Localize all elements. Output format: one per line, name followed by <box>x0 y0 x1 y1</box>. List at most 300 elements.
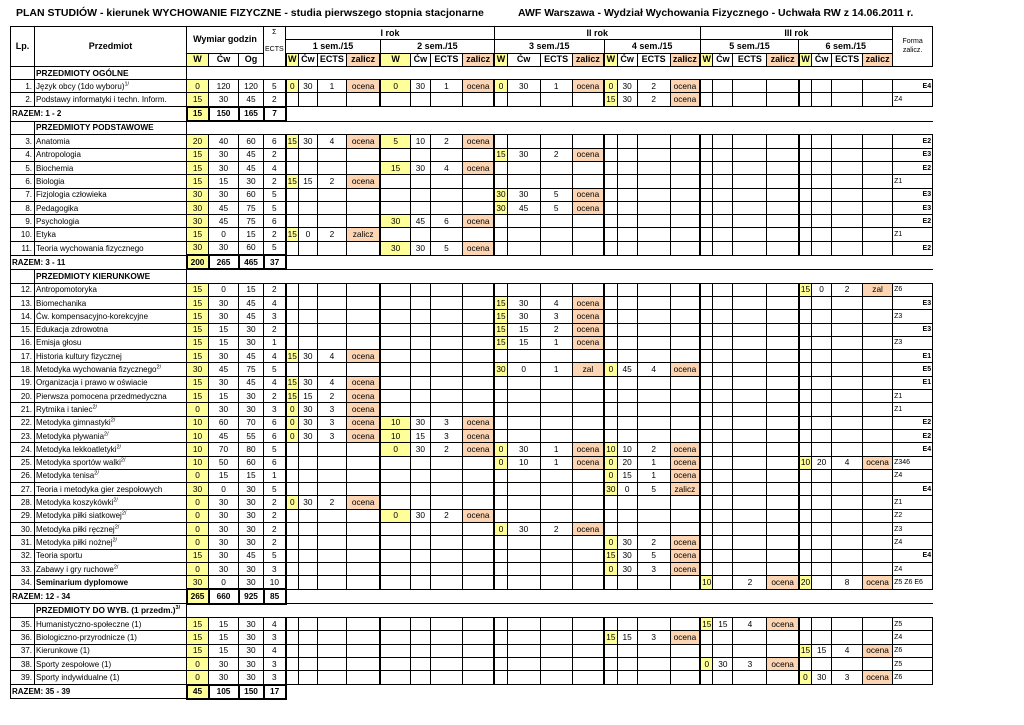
hours-w: 15 <box>187 161 209 174</box>
sem-cw <box>298 562 317 575</box>
sem-ects: 1 <box>540 363 572 376</box>
sem-w <box>380 469 410 482</box>
sem-w <box>380 496 410 509</box>
sem-ects <box>540 549 572 562</box>
sem-cw: 30 <box>507 522 540 535</box>
section-label: PRZEDMIOTY PODSTAWOWE <box>36 122 154 133</box>
sem-zalicz <box>670 215 700 228</box>
sem-ects <box>637 618 670 631</box>
hours-cw: 0 <box>209 483 239 496</box>
sem-ects <box>317 363 346 376</box>
sem-w <box>494 390 507 403</box>
sem-ects: 1 <box>317 80 346 93</box>
sem-ects <box>430 657 462 670</box>
row-number: 8. <box>11 201 35 214</box>
subject-label: Metodyka piłki nożnej <box>36 537 113 547</box>
total-cw: 105 <box>209 685 239 699</box>
subject-label: Antropologia <box>36 150 81 160</box>
sem-w: 30 <box>494 188 507 201</box>
sem-cw <box>617 350 637 363</box>
sem-cw: 30 <box>617 80 637 93</box>
sem-ects <box>733 443 767 456</box>
sem-cw <box>298 536 317 549</box>
sem-ects: 1 <box>540 456 572 469</box>
sem-cw <box>812 350 832 363</box>
forma-zaliczenia: E3 <box>893 148 933 161</box>
sem-cw: 15 <box>617 469 637 482</box>
sem-w <box>700 416 713 429</box>
sem-ects <box>540 469 572 482</box>
forma-zaliczenia: E3 <box>893 296 933 309</box>
sem-cw <box>713 215 733 228</box>
sem-ects <box>637 296 670 309</box>
sem-w <box>286 644 299 657</box>
hours-og: 15 <box>239 283 264 296</box>
sem-w: 0 <box>494 456 507 469</box>
sem-zalicz: ocena <box>863 671 893 685</box>
sem-cw <box>507 93 540 107</box>
sem-w <box>380 618 410 631</box>
section-title <box>35 604 187 618</box>
sem-zalicz <box>670 509 700 522</box>
sem-ects: 4 <box>317 350 346 363</box>
ects-total: 2 <box>264 175 286 188</box>
sem-cw: 15 <box>507 323 540 336</box>
sem-ects <box>430 336 462 349</box>
hours-cw: 30 <box>209 522 239 535</box>
sem-w: 0 <box>286 496 299 509</box>
sem-ects <box>540 671 572 685</box>
sem-ects: 2 <box>637 443 670 456</box>
sem-zalicz <box>572 135 604 148</box>
sem-w: 15 <box>286 135 299 148</box>
sem-zalicz <box>863 215 893 228</box>
total-filler <box>286 589 933 603</box>
table-row <box>11 416 933 429</box>
sem-cw <box>298 323 317 336</box>
sem-zalicz: ocena <box>572 80 604 93</box>
sem-cw <box>507 631 540 644</box>
sem-w <box>700 443 713 456</box>
subject-name <box>35 483 187 496</box>
sem-w: 15 <box>494 336 507 349</box>
sem-w <box>604 215 617 228</box>
row-number: 37. <box>11 644 35 657</box>
subject-label: Etyka <box>36 230 57 240</box>
sem-cw: 30 <box>410 443 430 456</box>
sem-zalicz <box>346 241 380 255</box>
sem-cw <box>812 469 832 482</box>
sem-zalicz <box>462 618 494 631</box>
hours-cw: 15 <box>209 644 239 657</box>
hours-cw: 30 <box>209 188 239 201</box>
sem-ects: 5 <box>540 201 572 214</box>
sem-w <box>799 376 812 389</box>
subject-label: Rytmika i taniec <box>36 404 93 414</box>
sem-ects <box>317 509 346 522</box>
table-row <box>11 201 933 214</box>
sem-ects <box>540 350 572 363</box>
sem-ects: 2 <box>317 496 346 509</box>
sem-ects <box>430 93 462 107</box>
sem-ects <box>832 618 863 631</box>
sem-zalicz <box>670 403 700 416</box>
plan-title: PLAN STUDIÓW - kierunek WYCHOWANIE FIZYCZNE - studia pierwszego stopnia stacjonarne <box>16 7 484 19</box>
forma-zaliczenia: E2 <box>893 416 933 429</box>
sem-w <box>286 296 299 309</box>
sem-zalicz <box>572 657 604 670</box>
sem-w <box>700 283 713 296</box>
hours-cw: 30 <box>209 241 239 255</box>
total-w: 15 <box>187 107 209 121</box>
sem-cw: 30 <box>617 93 637 107</box>
sem-zalicz <box>767 456 799 469</box>
sem-cw: 30 <box>298 416 317 429</box>
table-row <box>11 390 933 403</box>
sem-w: 15 <box>286 175 299 188</box>
row-number: 33. <box>11 562 35 575</box>
sem-zalicz <box>670 188 700 201</box>
row-number: 35. <box>11 618 35 631</box>
sem-cw <box>713 562 733 575</box>
sem-cw <box>507 657 540 670</box>
hours-cw: 45 <box>209 215 239 228</box>
ects-total: 2 <box>264 496 286 509</box>
subject-label: Historia kultury fizycznej <box>36 351 122 361</box>
sem-cw <box>713 403 733 416</box>
sem-zalicz <box>863 296 893 309</box>
sem-ects <box>733 644 767 657</box>
sem-cw <box>298 296 317 309</box>
sem-cw <box>410 148 430 161</box>
sem-w <box>604 429 617 442</box>
ects-total: 5 <box>264 483 286 496</box>
ects-total: 10 <box>264 576 286 590</box>
hours-cw: 30 <box>209 296 239 309</box>
sem-cw <box>812 201 832 214</box>
sem-w <box>286 283 299 296</box>
sem-w <box>799 631 812 644</box>
row-number: 21. <box>11 403 35 416</box>
sem-w <box>604 657 617 670</box>
section-lp <box>11 66 35 79</box>
total-ects: 37 <box>264 255 286 269</box>
sem-w <box>494 631 507 644</box>
sem-cw <box>812 657 832 670</box>
sem-cw <box>507 644 540 657</box>
hours-og: 60 <box>239 241 264 255</box>
sem-cw <box>812 403 832 416</box>
sem-cw <box>298 336 317 349</box>
sem-zalicz <box>670 576 700 590</box>
hours-cw: 50 <box>209 456 239 469</box>
sem-cw <box>410 631 430 644</box>
sem-ects: 3 <box>430 416 462 429</box>
sem-w <box>799 429 812 442</box>
sem-w <box>799 215 812 228</box>
row-number: 26. <box>11 469 35 482</box>
sem-cw-header: Ćw <box>410 53 430 66</box>
sem-zalicz: ocena <box>767 618 799 631</box>
sem-w <box>604 188 617 201</box>
hours-og: 45 <box>239 376 264 389</box>
footnote-mark: 2/ <box>112 537 118 544</box>
sem-ects <box>832 350 863 363</box>
sem-ects <box>430 631 462 644</box>
sem-cw <box>617 215 637 228</box>
sem-zalicz: ocena <box>346 376 380 389</box>
hours-og: 120 <box>239 80 264 93</box>
subject-name <box>35 469 187 482</box>
sem-cw <box>298 443 317 456</box>
sem-zalicz <box>670 350 700 363</box>
sem-ects <box>430 536 462 549</box>
sem-zalicz <box>670 618 700 631</box>
sem-cw <box>410 175 430 188</box>
sem-w <box>700 80 713 93</box>
row-number: 2. <box>11 93 35 107</box>
sem-cw: 30 <box>410 509 430 522</box>
sem-w <box>799 403 812 416</box>
sem-zalicz: ocena <box>670 80 700 93</box>
sem-zalicz <box>462 175 494 188</box>
sem-ects <box>317 536 346 549</box>
sem-ects <box>637 283 670 296</box>
ects-total: 5 <box>264 443 286 456</box>
sem-ects-header: ECTS <box>317 53 346 66</box>
col-hours: Wymiar godzin <box>187 27 264 54</box>
subject-label: Metodyka gimnastyki <box>36 418 111 428</box>
row-number: 10. <box>11 228 35 241</box>
sem-zalicz <box>863 241 893 255</box>
sem-cw: 10 <box>410 135 430 148</box>
institution-title: AWF Warszawa - Wydział Wychowania Fizycznego - Uchwała RW z 14.06.2011 r. <box>518 7 914 19</box>
sem-zalicz: ocena <box>462 135 494 148</box>
sem-1: 1 sem./15 <box>286 40 381 53</box>
sem-w <box>286 576 299 590</box>
sem-w <box>380 175 410 188</box>
sem-zalicz <box>346 188 380 201</box>
subject-name <box>35 215 187 228</box>
sem-ects <box>733 429 767 442</box>
sem-ects <box>832 509 863 522</box>
hours-cw: 15 <box>209 469 239 482</box>
sem-ects <box>540 536 572 549</box>
sem-zalicz <box>462 376 494 389</box>
hours-og: 30 <box>239 175 264 188</box>
total-og: 150 <box>239 685 264 699</box>
sem-ects <box>832 376 863 389</box>
sem-cw: 30 <box>617 562 637 575</box>
sem-zalicz <box>346 336 380 349</box>
hours-cw: 15 <box>209 618 239 631</box>
sem-zalicz <box>767 148 799 161</box>
subject-label: Humanistyczno-społeczne (1) <box>36 619 142 629</box>
sem-ects <box>733 403 767 416</box>
total-filler <box>286 255 933 269</box>
subject-label: Biomechanika <box>36 298 87 308</box>
footnote-mark: 2/ <box>94 470 99 477</box>
row-number: 24. <box>11 443 35 456</box>
sem-w <box>494 496 507 509</box>
sem-zalicz <box>346 148 380 161</box>
subject-label: Emisja głosu <box>36 338 82 348</box>
footnote-mark: 2/ <box>110 417 116 424</box>
sem-cw <box>410 93 430 107</box>
forma-zaliczenia: E3 <box>893 201 933 214</box>
sem-cw <box>507 135 540 148</box>
total-og: 465 <box>239 255 264 269</box>
sem-zalicz <box>346 671 380 685</box>
sem-cw <box>617 509 637 522</box>
sem-cw <box>812 618 832 631</box>
hours-w: 30 <box>187 188 209 201</box>
sem-cw <box>812 228 832 241</box>
total-w: 265 <box>187 589 209 603</box>
sem-w <box>494 483 507 496</box>
sem-cw <box>617 135 637 148</box>
sem-w <box>286 509 299 522</box>
sem-zalicz <box>767 509 799 522</box>
sem-zalicz <box>572 644 604 657</box>
sem-ects <box>733 283 767 296</box>
sem-ects <box>637 241 670 255</box>
sem-zalicz: ocena <box>767 657 799 670</box>
forma-zaliczenia: Z4 <box>893 93 933 107</box>
sem-cw <box>617 522 637 535</box>
subject-label: Psychologia <box>36 216 80 226</box>
sem-ects: 5 <box>637 549 670 562</box>
sem-w <box>604 350 617 363</box>
hours-cw: 30 <box>209 549 239 562</box>
subject-name <box>35 631 187 644</box>
sem-ects: 1 <box>540 80 572 93</box>
sem-w: 0 <box>286 416 299 429</box>
sem-cw <box>812 483 832 496</box>
sem-w <box>799 509 812 522</box>
sem-zalicz <box>572 429 604 442</box>
sem-zalicz <box>346 522 380 535</box>
hours-w: 15 <box>187 644 209 657</box>
footnote-mark: 2/ <box>116 444 122 451</box>
hours-og: 30 <box>239 336 264 349</box>
hours-og: 75 <box>239 215 264 228</box>
sem-w <box>799 657 812 670</box>
sem-w <box>700 175 713 188</box>
sem-cw <box>812 522 832 535</box>
sem-w <box>700 522 713 535</box>
sem-zalicz <box>767 201 799 214</box>
table-row <box>11 443 933 456</box>
sem-cw <box>812 175 832 188</box>
sem-zalicz <box>462 296 494 309</box>
sem-zalicz <box>767 241 799 255</box>
sem-ects <box>540 403 572 416</box>
sem-w <box>494 429 507 442</box>
hours-cw: 30 <box>209 671 239 685</box>
sem-w <box>700 671 713 685</box>
sem-cw <box>713 161 733 174</box>
sem-ects <box>733 310 767 323</box>
sem-zalicz: ocena <box>346 135 380 148</box>
hours-og: 45 <box>239 161 264 174</box>
sem-cw <box>812 429 832 442</box>
sem-cw: 15 <box>410 429 430 442</box>
sem-cw <box>298 469 317 482</box>
sem-ects <box>637 496 670 509</box>
sem-w: 30 <box>494 201 507 214</box>
hours-og: 30 <box>239 483 264 496</box>
table-row <box>11 310 933 323</box>
sem-ects: 5 <box>430 241 462 255</box>
sem-ects <box>430 376 462 389</box>
sem-w <box>286 93 299 107</box>
sem-ects <box>733 188 767 201</box>
sem-cw <box>507 403 540 416</box>
sem-zalicz: zal <box>572 363 604 376</box>
hours-og: 60 <box>239 135 264 148</box>
forma-zaliczenia: E3 <box>893 323 933 336</box>
sem-ects <box>832 241 863 255</box>
sem-w <box>286 215 299 228</box>
forma-zaliczenia: Z346 <box>893 456 933 469</box>
sem-ects <box>540 283 572 296</box>
hours-w: 15 <box>187 631 209 644</box>
sem-ects <box>832 323 863 336</box>
sem-w <box>380 562 410 575</box>
hours-w: 0 <box>187 80 209 93</box>
sem-ects <box>430 310 462 323</box>
sem-cw <box>812 188 832 201</box>
subject-name <box>35 228 187 241</box>
sem-cw <box>713 631 733 644</box>
sem-cw: 30 <box>507 188 540 201</box>
sem-w <box>700 188 713 201</box>
ects-total: 5 <box>264 241 286 255</box>
sem-ects <box>317 93 346 107</box>
ects-total: 4 <box>264 296 286 309</box>
sem-cw: 30 <box>298 80 317 93</box>
subject-name <box>35 296 187 309</box>
sem-zalicz <box>670 310 700 323</box>
sem-w <box>799 363 812 376</box>
sem-ects <box>540 376 572 389</box>
table-row <box>11 93 933 107</box>
sem-w <box>799 80 812 93</box>
sem-ects: 2 <box>430 443 462 456</box>
sem-w <box>494 93 507 107</box>
table-row <box>11 188 933 201</box>
sem-w <box>494 350 507 363</box>
sem-w <box>380 522 410 535</box>
table-row <box>11 323 933 336</box>
hours-w: 30 <box>187 241 209 255</box>
table-row <box>11 657 933 670</box>
sem-zalicz <box>863 522 893 535</box>
sem-cw <box>617 657 637 670</box>
sem-w <box>700 241 713 255</box>
sem-zalicz: ocena <box>572 188 604 201</box>
sem-ects <box>733 336 767 349</box>
hours-og: 30 <box>239 509 264 522</box>
sem-w: 0 <box>494 443 507 456</box>
sem-cw: 15 <box>298 175 317 188</box>
sem-zalicz <box>462 631 494 644</box>
sem-cw <box>298 576 317 590</box>
total-og: 165 <box>239 107 264 121</box>
sem-w <box>286 241 299 255</box>
sem-zalicz <box>346 310 380 323</box>
